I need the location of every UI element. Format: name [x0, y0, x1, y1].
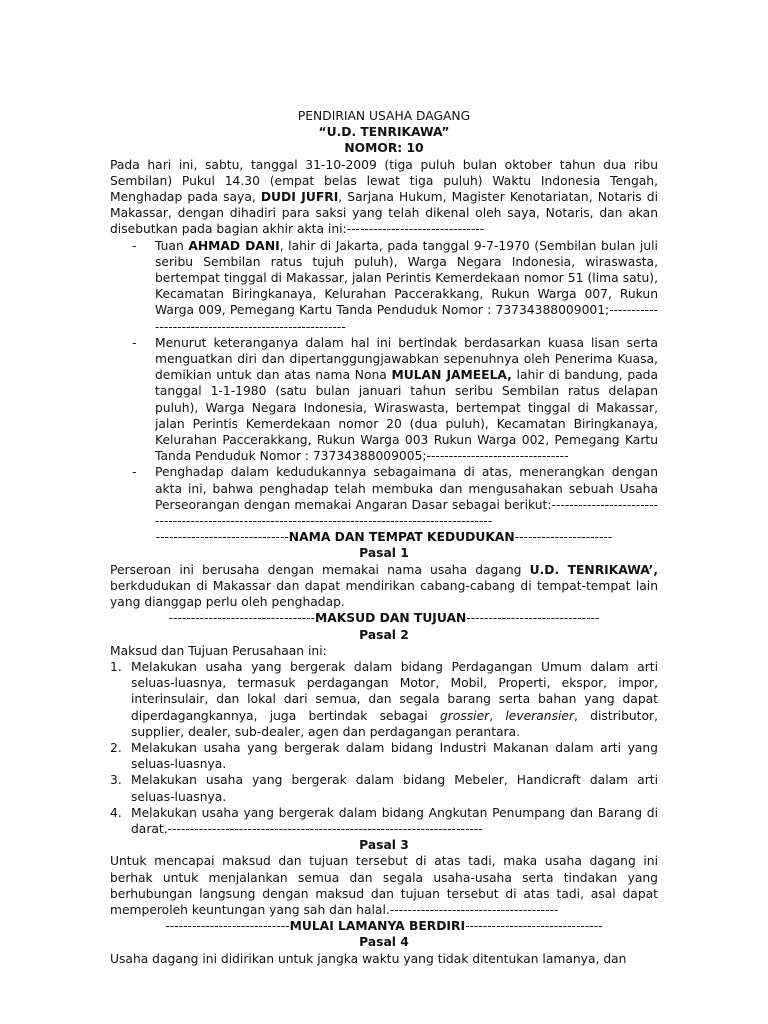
intro-paragraph — [110, 157, 658, 238]
party-prefix: Menurut keteranganya dalam hal ini bertindak berdasarkan kuasa lisan serta menguatkan diri dan dipertanggungjawabkan sepenuhnya oleh Penerima Kuasa, demikian untuk dan atas nama Nona — [155, 335, 658, 383]
pasal-4-heading: Pasal 4 — [359, 935, 409, 950]
pasal-1-text — [110, 562, 658, 611]
purpose-item — [110, 772, 658, 804]
purpose-text: Melakukan usaha yang bergerak dalam bidang Angkutan Penumpang dan Barang di darat.----------------------------------------------------------------------- — [131, 805, 658, 836]
pasal-1-body: berkdudukan di Makassar dan dapat mendirikan cabang-cabang di tempat-tempat lain yang dianggap perlu oleh penghadap. — [110, 578, 658, 610]
purpose-item — [110, 659, 658, 740]
purpose-text: Melakukan usaha yang bergerak dalam bidang Perdagangan Umum dalam arti seluas-luasnya, termasuk perdagangan Motor, Mobil, Properti, ekspor, impor, interinsulair, dan lokal dari semua, dan segala barang serta bahan yang dapat diperdagangkannya, juga bertindak sebagai — [131, 659, 658, 723]
item-number: 3. — [110, 773, 122, 788]
intro-text-1: Pada hari ini, sabtu, tanggal 31-10-2009 (tiga puluh bulan oktober tahun dua ribu Sembilan) Pukul 14.30 (empat belas lewat tiga puluh) Waktu Indonesia Tengah, Menghadap pada saya, — [110, 157, 658, 205]
purpose-text: Melakukan usaha yang bergerak dalam bidang Mebeler, Handicraft dalam arti seluas-luasnya. — [131, 773, 658, 804]
party-details: , lahir di Jakarta, pada tanggal 9-7-1970 (Sembilan bulan juli seribu Sembilan ratus tujuh puluh), Warga Negara Indonesia, wiraswasta, bertempat tinggal di Makassar, jalan Perintis Kemerdekaan nomor 51 (lima satu), Kecamatan Biringkanaya, Kelurahan Paccerakkang, Rukun Warga 007, Rukun Warga 009, Pemegang Kartu Tanda Penduduk Nomor : 73734388009001;------------------------------------------------------ — [155, 238, 658, 334]
pasal-1-heading: Pasal 1 — [359, 546, 409, 561]
purpose-item — [110, 805, 658, 837]
purpose-separator: , — [489, 708, 506, 723]
document-title: PENDIRIAN USAHA DAGANG — [297, 109, 471, 123]
purpose-list — [110, 659, 658, 837]
section-title: MULAI LAMANYA BERDIRI — [289, 919, 466, 934]
purpose-italic-term: leveransier — [505, 708, 575, 723]
section-heading-purpose — [110, 610, 658, 626]
list-marker: - — [132, 465, 137, 480]
party-name: AHMAD DANI — [188, 238, 280, 253]
item-number: 1. — [110, 659, 122, 674]
party-item — [110, 335, 658, 465]
company-name: “U.D. TENRIKAWA” — [318, 125, 450, 140]
list-marker: - — [132, 335, 137, 350]
pasal-4-text: Usaha dagang ini didirikan untuk jangka waktu yang tidak ditentukan lamanya, dan — [110, 951, 627, 966]
purpose-italic-term: grossier — [439, 708, 490, 723]
party-details: lahir di bandung, pada tanggal 1-1-1980 (satu bulan januari tahun seribu Sembilan ratus delapan puluh), Warga Negara Indonesia, Wiraswasta, bertempat tinggal di Makassar, jalan Perintis Kemerdekaan nomor 20 (dua puluh), Kecamatan Biringkanaya, Kelurahan Paccerakkang, Rukun Warga 003 Rukun Warga 002, Pemegang Kartu Tanda Penduduk Nomor : 73734388009005;-------------------------------- — [155, 368, 658, 464]
pasal-3-heading: Pasal 3 — [359, 838, 409, 853]
dash-rule: ---------------------- — [514, 530, 613, 545]
pasal-1-prefix: Perseroan ini berusaha dengan memakai nama usaha dagang — [110, 562, 530, 577]
dash-rule: ------------------------------ — [466, 611, 600, 626]
dash-rule: ---------------------------- — [165, 919, 290, 934]
deed-number: NOMOR: 10 — [344, 141, 424, 156]
pasal-3-text: Untuk mencapai maksud dan tujuan tersebut di atas tadi, maka usaha dagang ini berhak untuk menjalankan semua dan segala usaha-usaha serta tindakan yang berhubungan langsung dengan maksud dan tujuan tersebut di atas tadi, asal dapat memperoleh keuntungan yang sah dan halal.-------------------------------------- — [110, 854, 658, 917]
section-title: MAKSUD DAN TUJUAN — [315, 611, 467, 626]
dash-rule: ------------------------------- — [465, 919, 603, 934]
section-heading-duration — [110, 918, 658, 934]
section-heading-domicile — [110, 529, 658, 545]
party-item — [110, 464, 658, 529]
company-name-inline: U.D. TENRIKAWA’, — [529, 562, 658, 577]
item-number: 2. — [110, 740, 122, 755]
list-marker: - — [132, 238, 137, 253]
purpose-item — [110, 740, 658, 772]
section-title: NAMA DAN TEMPAT KEDUDUKAN — [288, 530, 515, 545]
purpose-text-end: , distributor, supplier, dealer, sub-dealer, agen dan perdagangan perantara. — [131, 708, 658, 739]
party-prefix: Tuan — [155, 238, 189, 253]
dash-rule: --------------------------------- — [168, 611, 316, 626]
pasal-2-heading: Pasal 2 — [359, 627, 409, 642]
notary-name: DUDI JUFRI — [260, 190, 339, 205]
pasal-2-lead: Maksud dan Tujuan Perusahaan ini: — [110, 643, 327, 658]
party-item — [110, 238, 658, 335]
intro-text-2: , Sarjana Hukum, Magister Kenotariatan, Notaris di Makassar, dengan dihadiri para saksi yang telah dikenal oleh saya, Notaris, dan akan disebutkan pada bagian akhir akta ini:------------------------------- — [110, 190, 658, 237]
party-details: Penghadap dalam kedudukannya sebagaimana di atas, menerangkan dengan akta ini, bahwa penghadap telah membuka dan mengusahakan sebuah Usaha Perseorangan dengan memakai Angaran Dasar sebagai berikut:---------------------------------------------------------------------------------------------------- — [155, 465, 658, 529]
dash-rule: ------------------------------ — [155, 530, 289, 545]
party-name: MULAN JAMEELA, — [391, 368, 512, 383]
parties-list — [110, 238, 658, 530]
purpose-text: Melakukan usaha yang bergerak dalam bidang Industri Makanan dalam arti yang seluas-luasnya. — [131, 740, 658, 772]
item-number: 4. — [110, 805, 122, 820]
